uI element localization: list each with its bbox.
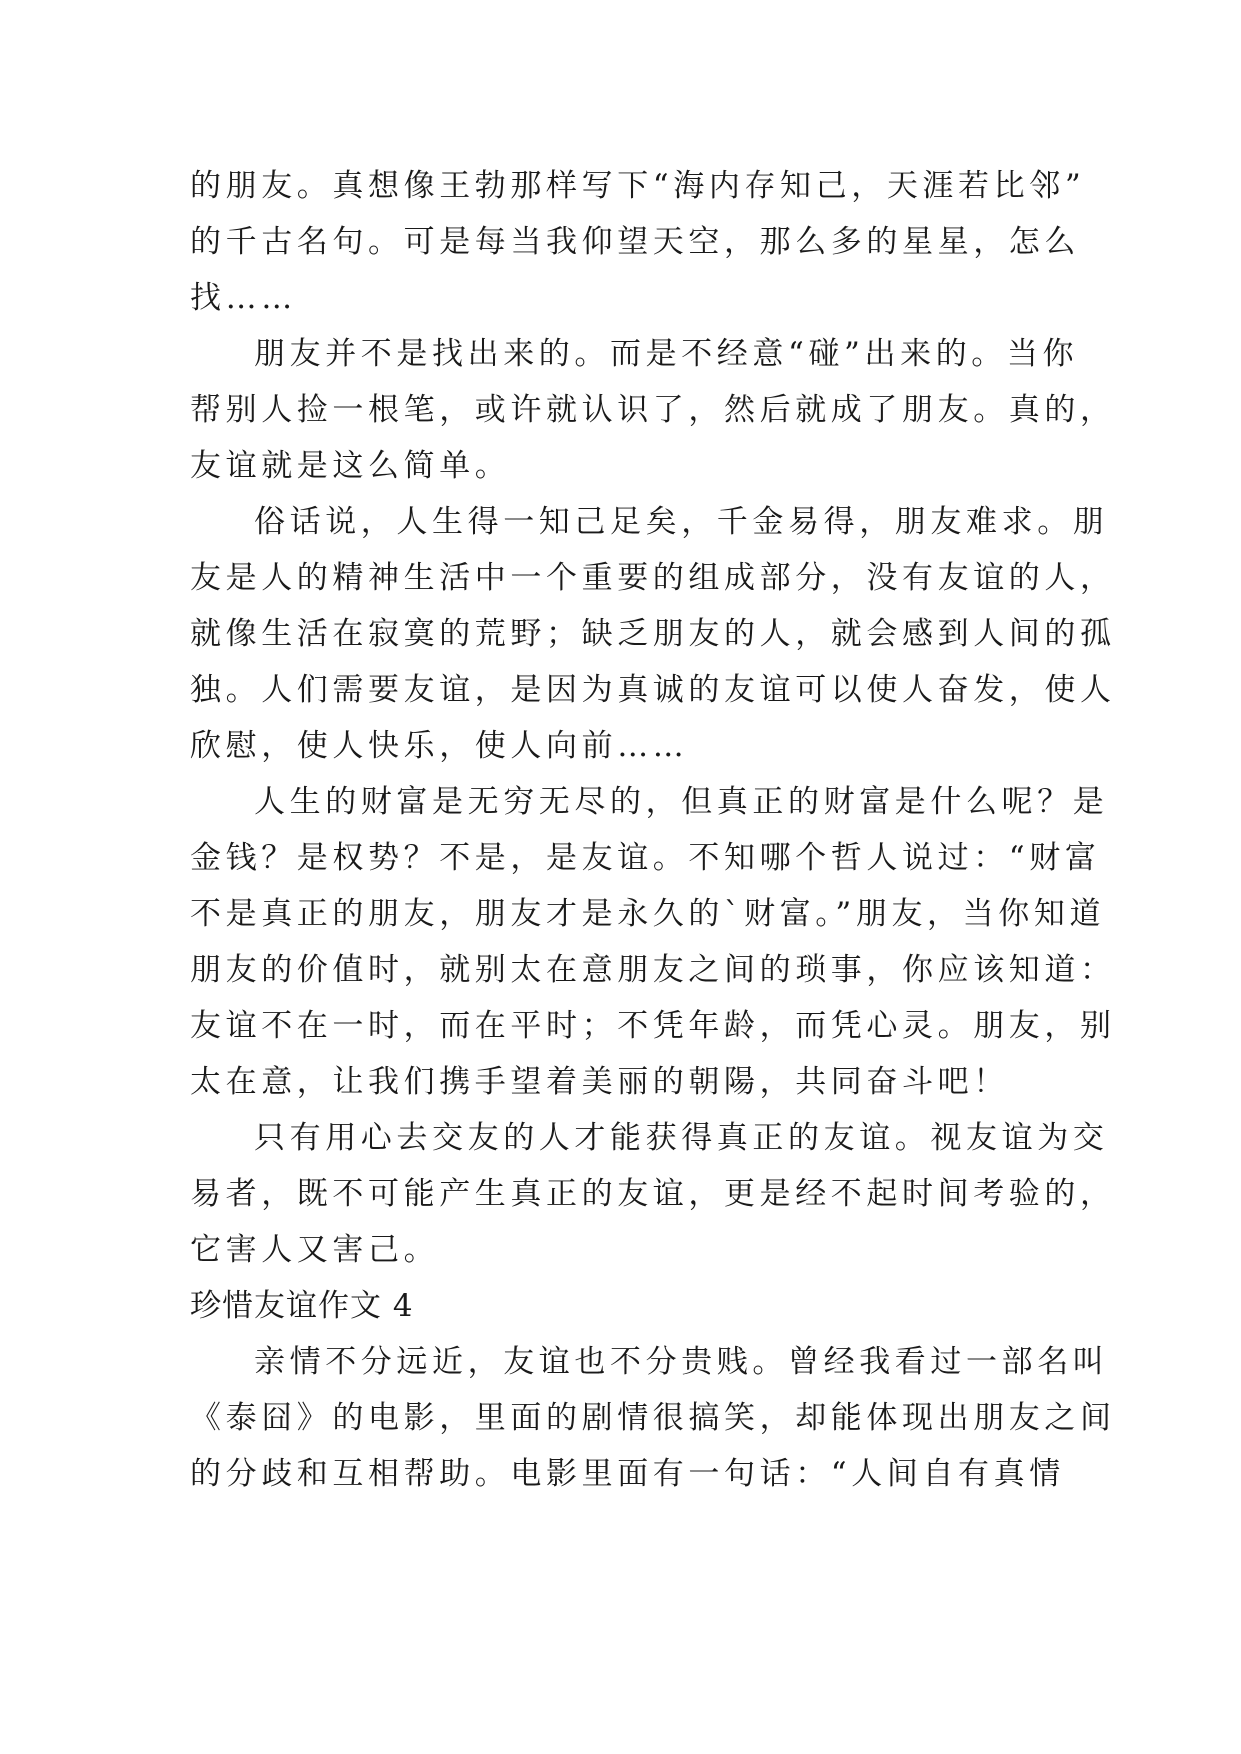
paragraph-start-line: 亲情不分远近，友谊也不分贵贱。曾经我看过一部名叫: [254, 1344, 1109, 1380]
text-line: 就像生活在寂寞的荒野；缺乏朋友的人，就会感到人间的孤: [190, 616, 1116, 652]
text-line: 的朋友。真想像王勃那样写下“海内存知己，天涯若比邻”: [190, 168, 1086, 204]
paragraph-start-line: 人生的财富是无穷无尽的，但真正的财富是什么呢？是: [254, 784, 1109, 820]
text-line: 独。人们需要友谊，是因为真诚的友谊可以使人奋发，使人: [190, 672, 1116, 708]
document-body: [190, 158, 1116, 1502]
text-line: 的千古名句。可是每当我仰望天空，那么多的星星，怎么: [190, 224, 1080, 260]
paragraph-start-line: 只有用心去交友的人才能获得真正的友谊。视友谊为交: [254, 1120, 1109, 1156]
text-line: 欣慰，使人快乐，使人向前……: [190, 728, 689, 764]
text-line: 《泰囧》的电影，里面的剧情很搞笑，却能体现出朋友之间: [190, 1400, 1116, 1436]
text-line: 易者，既不可能产生真正的友谊，更是经不起时间考验的，: [190, 1176, 1116, 1212]
paragraph-start-line: 俗话说，人生得一知己足矣，千金易得，朋友难求。朋: [254, 504, 1109, 540]
text-line: 找……: [190, 280, 297, 316]
text-line: 友谊不在一时，而在平时；不凭年龄，而凭心灵。朋友，别: [190, 1008, 1116, 1044]
text-line: 友是人的精神生活中一个重要的组成部分，没有友谊的人，: [190, 560, 1116, 596]
text-line: 金钱？是权势？不是，是友谊。不知哪个哲人说过：“财富: [190, 840, 1101, 876]
section-heading: 珍惜友谊作文 4: [190, 1288, 414, 1324]
text-line: 太在意，让我们携手望着美丽的朝陽，共同奋斗吧！: [190, 1064, 1009, 1100]
paragraph-start-line: 朋友并不是找出来的。而是不经意“碰”出来的。当你: [254, 336, 1079, 372]
text-line: 不是真正的朋友，朋友才是永久的`财富。”朋友，当你知道: [190, 896, 1106, 932]
text-line: 友谊就是这么简单。: [190, 448, 511, 484]
text-line: 它害人又害己。: [190, 1232, 440, 1268]
text-line: 帮别人捡一根笔，或许就认识了，然后就成了朋友。真的，: [190, 392, 1116, 428]
text-line: 朋友的价值时，就别太在意朋友之间的琐事，你应该知道：: [190, 952, 1116, 988]
text-line: 的分歧和互相帮助。电影里面有一句话：“人间自有真情: [190, 1456, 1065, 1492]
